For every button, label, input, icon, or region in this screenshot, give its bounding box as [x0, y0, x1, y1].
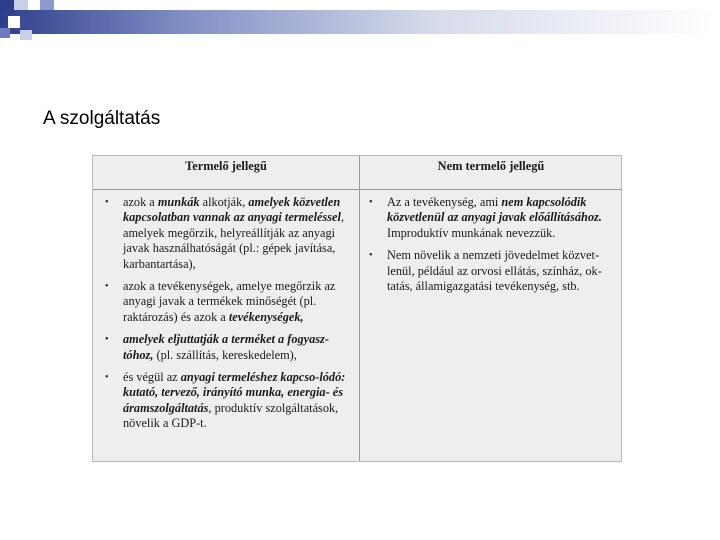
slide-title: A szolgáltatás — [43, 108, 161, 129]
item-text: Improduktív munkának nevezzük. — [387, 225, 556, 240]
item-emphasis: nem kapcsolódik közvetlenül az anyagi javak előállításához. — [387, 195, 602, 225]
item-text: azok a tevékenységek, amelye megőrzik az anyagi javak a termékek minőségét (pl. raktározás) és azok a — [123, 279, 336, 324]
bullet-icon: • — [105, 372, 109, 384]
column-divider — [359, 156, 360, 461]
item-text: alkotják, — [199, 195, 249, 209]
item-text: és végül az — [123, 370, 181, 385]
productive-column — [103, 195, 355, 439]
list-item — [103, 370, 355, 432]
item-text: , amelyek megőrzik, helyreállítják az anyagi javak használhatóságát (pl.: gépek javítása, karbantartása), — [123, 210, 345, 271]
decor-square-navy-2 — [20, 16, 32, 28]
bullet-icon: • — [105, 281, 109, 293]
header-productive: Termelő jellegű — [185, 159, 267, 173]
list-item — [103, 332, 355, 363]
item-emphasis: munkák — [157, 195, 200, 209]
item-emphasis: anyagi termeléshez kapcso-lódó: kutató, tervező, irányító munka, energia- és áramszolgáltatás — [123, 370, 346, 415]
decor-square-light-2 — [20, 30, 32, 40]
list-item — [367, 248, 619, 294]
bullet-icon: • — [369, 250, 373, 262]
header-non-productive: Nem termelő jellegű — [437, 159, 545, 173]
item-text: , produktív szolgáltatások, növelik a GDP-t. — [123, 400, 339, 431]
decor-square-mid — [40, 0, 54, 10]
comparison-table — [92, 155, 622, 462]
item-text: azok a — [123, 195, 158, 209]
item-emphasis: amelyek közvetlen kapcsolatban vannak az anyagi termeléssel — [123, 195, 341, 225]
item-emphasis: tevékenységek, — [228, 309, 304, 324]
list-item — [103, 279, 355, 325]
item-text: Az a tevékenység, ami — [387, 195, 502, 209]
item-emphasis: amelyek eljuttatják a terméket a fogyasz-tóhoz, — [123, 332, 329, 362]
list-item — [103, 195, 355, 272]
item-text: (pl. szállítás, kereskedelem), — [153, 347, 297, 362]
non-productive-column — [367, 195, 619, 301]
header-gradient-band — [0, 10, 720, 34]
item-text: Nem növelik a nemzeti jövedelmet közvet-lenül, például az orvosi ellátás, színház, ok-tatás, államigazgatási tevékenység, stb. — [387, 248, 602, 294]
decor-square-light — [14, 0, 28, 10]
decor-square-blue — [0, 28, 10, 38]
list-item — [367, 195, 619, 241]
bullet-icon: • — [369, 197, 373, 208]
decor-square-navy — [0, 0, 14, 14]
bullet-icon: • — [105, 197, 109, 208]
decor-square-white — [8, 16, 20, 28]
bullet-icon: • — [105, 334, 109, 346]
